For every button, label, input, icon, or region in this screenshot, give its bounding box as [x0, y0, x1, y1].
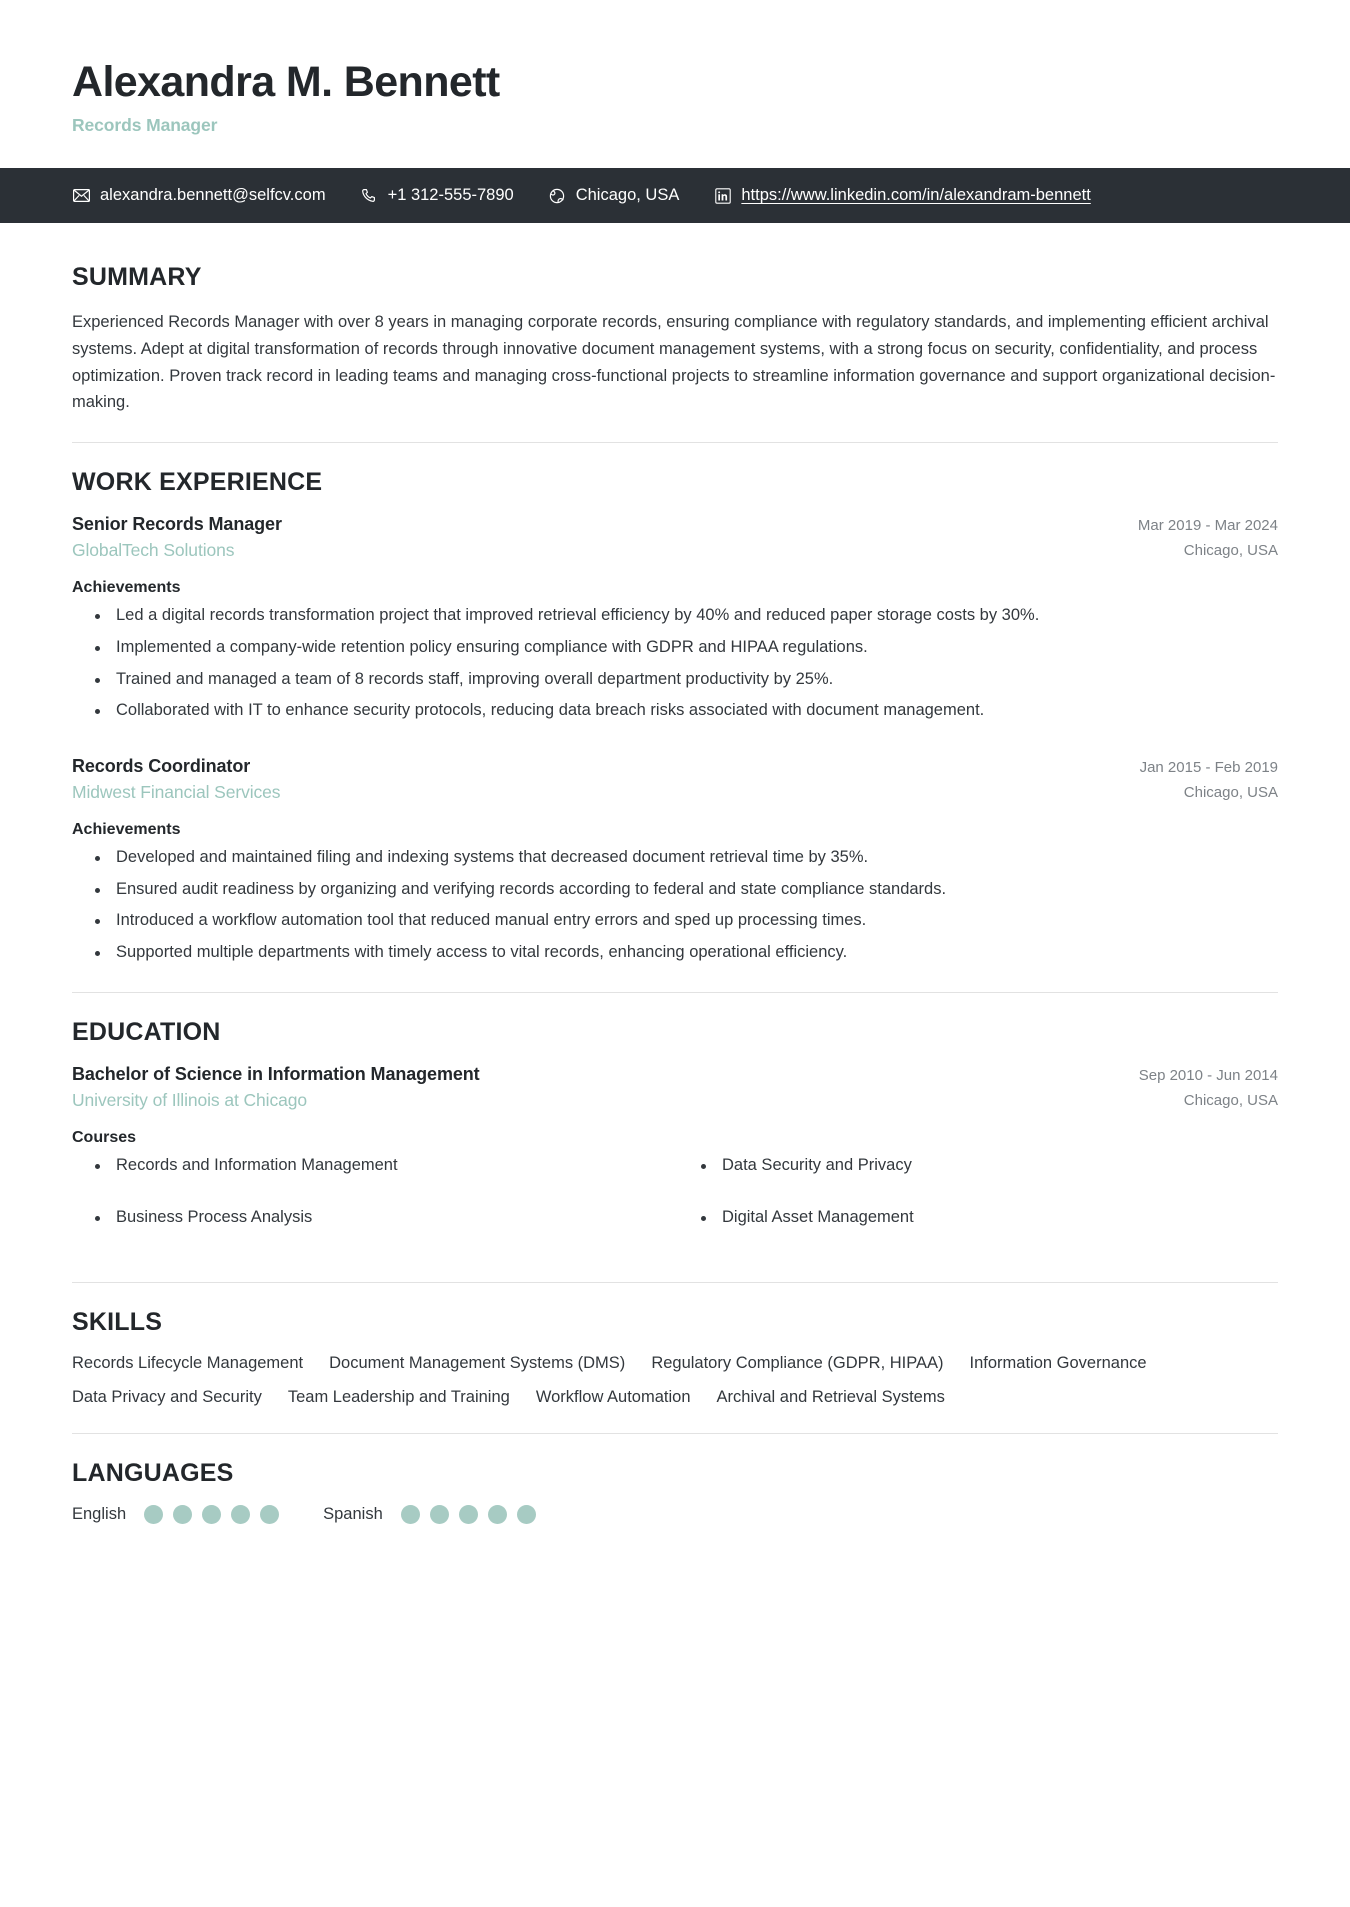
skill-item: Data Privacy and Security	[72, 1388, 262, 1407]
contact-linkedin-link[interactable]: https://www.linkedin.com/in/alexandram-bennett	[741, 186, 1091, 205]
education-entry-org: University of Illinois at Chicago	[72, 1089, 307, 1110]
work-entry-achievements-label: Achievements	[72, 820, 181, 838]
language-item-english	[72, 1505, 279, 1524]
skills-section	[0, 1308, 1350, 1407]
work-entry-location: Chicago, USA	[1183, 542, 1278, 560]
skill-item: Team Leadership and Training	[287, 1388, 510, 1407]
list-item: Developed and maintained filing and indexing systems that decreased document retrieval time by 35%.	[86, 845, 1278, 871]
contact-bar	[0, 168, 1350, 223]
education-entry	[72, 1064, 1278, 1256]
work-entry-org: Midwest Financial Services	[72, 781, 281, 802]
rating-dot	[488, 1505, 507, 1524]
languages-heading: LANGUAGES	[72, 1459, 234, 1488]
contact-location-text: Chicago, USA	[575, 186, 680, 205]
language-rating	[401, 1505, 536, 1524]
language-name: English	[72, 1505, 127, 1524]
languages-section	[0, 1459, 1350, 1524]
language-name: Spanish	[323, 1505, 383, 1524]
summary-section	[0, 223, 1350, 416]
rating-dot	[144, 1505, 163, 1524]
phone-icon	[360, 186, 379, 205]
rating-dot	[202, 1505, 221, 1524]
candidate-role: Records Manager	[72, 115, 218, 136]
contact-email[interactable]	[72, 186, 326, 205]
skill-item: Document Management Systems (DMS)	[329, 1354, 626, 1373]
work-heading: WORK EXPERIENCE	[72, 468, 323, 497]
divider-skills-languages	[72, 1433, 1278, 1434]
skills-list	[72, 1354, 1232, 1407]
rating-dot	[231, 1505, 250, 1524]
divider-education-skills	[72, 1282, 1278, 1283]
list-item: Implemented a company-wide retention policy ensuring compliance with GDPR and HIPAA regulations.	[86, 635, 1278, 661]
education-section	[0, 1018, 1350, 1256]
work-entry	[72, 514, 1278, 724]
contact-email-text: alexandra.bennett@selfcv.com	[100, 186, 326, 205]
contact-phone[interactable]	[360, 186, 514, 205]
summary-heading: SUMMARY	[72, 263, 202, 292]
divider-work-education	[72, 992, 1278, 993]
candidate-name: Alexandra M. Bennett	[72, 58, 500, 106]
education-courses	[86, 1153, 1278, 1256]
skills-heading: SKILLS	[72, 1308, 163, 1337]
list-item: Introduced a workflow automation tool that reduced manual entry errors and sped up processing times.	[86, 908, 1278, 934]
work-entry-dates: Jan 2015 - Feb 2019	[1139, 758, 1278, 776]
work-entry-org: GlobalTech Solutions	[72, 540, 235, 561]
list-item: Supported multiple departments with timely access to vital records, enhancing operational efficiency.	[86, 940, 1278, 966]
contact-location	[548, 186, 680, 205]
contact-linkedin[interactable]	[713, 186, 1090, 205]
work-section	[0, 468, 1350, 966]
rating-dot	[173, 1505, 192, 1524]
list-item: Ensured audit readiness by organizing and verifying records according to federal and state compliance standards.	[86, 877, 1278, 903]
rating-dot	[517, 1505, 536, 1524]
globe-icon	[548, 186, 567, 205]
education-courses-label: Courses	[72, 1128, 137, 1146]
education-entry-location: Chicago, USA	[1183, 1091, 1278, 1109]
work-entry-achievements-label: Achievements	[72, 579, 181, 597]
divider-summary-work	[72, 442, 1278, 443]
list-item: Data Security and Privacy	[692, 1153, 1278, 1179]
language-rating	[144, 1505, 279, 1524]
work-entry-dates: Mar 2019 - Mar 2024	[1137, 517, 1278, 535]
work-entry-location: Chicago, USA	[1183, 783, 1278, 801]
list-item: Records and Information Management	[86, 1153, 672, 1179]
rating-dot	[430, 1505, 449, 1524]
education-heading: EDUCATION	[72, 1017, 221, 1046]
skill-item: Regulatory Compliance (GDPR, HIPAA)	[651, 1354, 944, 1373]
list-item: Led a digital records transformation project that improved retrieval efficiency by 40% and reduced paper storage costs by 30%.	[86, 603, 1278, 629]
list-item: Trained and managed a team of 8 records staff, improving overall department productivity by 25%.	[86, 667, 1278, 693]
languages-list	[72, 1505, 1278, 1524]
rating-dot	[401, 1505, 420, 1524]
skill-item: Information Governance	[969, 1354, 1147, 1373]
summary-text: Experienced Records Manager with over 8 years in managing corporate records, ensuring compliance with regulatory standards, and implementing efficient archival systems. Adept at digital transformation of records through innovative document management systems, with a strong focus on security, confidentiality, and process optimization. Proven track record in leading teams and managing cross-functional projects to streamline information governance and support organizational decision-making.	[72, 313, 1276, 412]
language-item-spanish	[323, 1505, 536, 1524]
contact-phone-text: +1 312-555-7890	[387, 186, 514, 205]
work-entry-achievements	[86, 845, 1278, 966]
rating-dot	[260, 1505, 279, 1524]
skill-item: Records Lifecycle Management	[72, 1354, 304, 1373]
work-entry-title: Records Coordinator	[72, 755, 251, 776]
work-entry-achievements	[86, 603, 1278, 724]
list-item: Business Process Analysis	[86, 1205, 672, 1231]
resume-header	[0, 0, 1350, 154]
rating-dot	[459, 1505, 478, 1524]
skill-item: Workflow Automation	[535, 1388, 691, 1407]
linkedin-icon	[713, 186, 732, 205]
envelope-icon	[72, 186, 91, 205]
education-entry-dates: Sep 2010 - Jun 2014	[1138, 1066, 1278, 1084]
skill-item: Archival and Retrieval Systems	[716, 1388, 945, 1407]
list-item: Collaborated with IT to enhance security protocols, reducing data breach risks associated with document management.	[86, 698, 1278, 724]
work-entry	[72, 756, 1278, 966]
education-entry-title: Bachelor of Science in Information Management	[72, 1063, 480, 1084]
list-item: Digital Asset Management	[692, 1205, 1278, 1231]
work-entry-title: Senior Records Manager	[72, 514, 282, 535]
